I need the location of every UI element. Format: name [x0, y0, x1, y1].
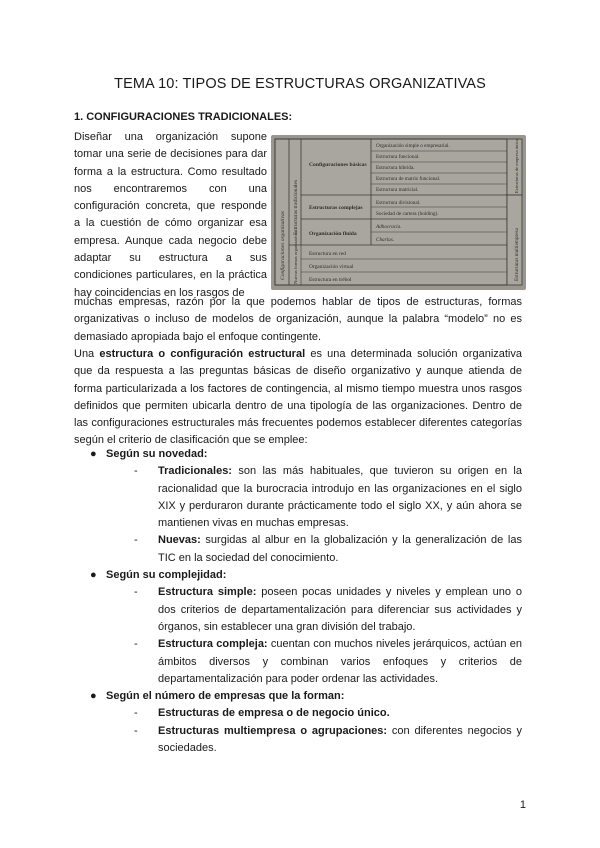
- list-item-term: Estructura simple:: [158, 586, 257, 599]
- dash-icon: -: [134, 465, 138, 478]
- group-new-label: Nuevas formas organizativas: [293, 230, 298, 284]
- list-item: [134, 463, 522, 532]
- list-item: [134, 584, 522, 636]
- list-label-complejidad: Según su complejidad:: [106, 569, 227, 582]
- list-item-text: poseen pocas unidades y niveles y emplean uno o dos criterios de departamentalización para diferenciar sus actividades y órganos, sin establecer una gran división del trabajo.: [158, 586, 522, 633]
- right-multi-label: Estructuras multiempresa: [514, 228, 520, 281]
- figure-diagram: [271, 135, 526, 290]
- list-item-term: Estructura compleja:: [158, 638, 268, 651]
- list-item-text: surgidas al albur en la globalización y la generalización de las TIC en la sociedad del conocimiento.: [158, 534, 522, 564]
- sublist-complejidad: [106, 584, 522, 688]
- dash-icon: -: [134, 724, 138, 737]
- page-number: 1: [519, 799, 526, 811]
- list-item-text: con diferentes negocios y sociedades.: [158, 724, 522, 755]
- classification-list: [90, 446, 522, 757]
- complex-label: Estructuras complejas: [309, 205, 363, 211]
- para2-rest: es una determinada solución organizativa que da respuesta a las preguntas básicas de diseño organizativo y aunque atienda de forma particularizada a los factores de contingencia, al mismo tiempo muestra unos rasgos definidos que permiten ubicarla dentro de una tipología de las organizaciones. Dentro de las configuraciones estructurales más frecuentes podemos establecer diferentes categorías según el criterio de clasificación que se emplee:: [74, 348, 522, 447]
- bullet-icon: ●: [90, 448, 97, 460]
- basic-item-5: Estructura matricial.: [376, 187, 419, 193]
- dash-icon: -: [134, 707, 138, 720]
- virtual-label: Organización virtual: [309, 264, 354, 270]
- basic-item-2: Estructura funcional.: [376, 154, 420, 160]
- list-item-term: Estructuras multiempresa o agrupaciones:: [158, 724, 388, 737]
- sublist-numero-empresas: [106, 705, 522, 757]
- group-traditional-label: Estructuras tradicionales: [293, 179, 299, 235]
- list-item-term: Nuevas:: [158, 534, 201, 547]
- basic-config-label: Configuraciones básicas: [309, 162, 367, 168]
- list-item-term: Estructuras de empresa o de negocio único.: [158, 707, 390, 720]
- basic-item-1: Organización simple o empresarial.: [376, 143, 450, 149]
- outer-label: Configuraciones organizativas: [280, 211, 286, 280]
- list-label-novedad: Según su novedad:: [106, 448, 208, 460]
- dash-icon: -: [134, 638, 138, 651]
- list-item-novedad: [90, 446, 522, 567]
- list-item: [134, 723, 522, 758]
- structure-definition-paragraph: [74, 346, 522, 450]
- fluid-item-2: Charlas.: [376, 237, 395, 243]
- dash-icon: -: [134, 586, 138, 599]
- list-label-numero-empresas: Según el número de empresas que la forman:: [106, 690, 345, 703]
- list-item-numero-empresas: [90, 688, 522, 757]
- bullet-icon: ●: [90, 569, 97, 582]
- fluid-item-1: Adhocracia.: [376, 224, 402, 230]
- basic-item-4: Estructura de matriz funcional.: [376, 176, 441, 182]
- para2-term: estructura o configuración estructural: [99, 348, 306, 360]
- dash-icon: -: [134, 534, 138, 547]
- list-item-text: son las más habituales, que tuvieron su origen en la racionalidad que la burocracia introdujo en las organizaciones en el siglo XIX y perduraron durante prácticamente todo el siglo XX, y aún ahora se mantienen vivas en muchas empresas.: [158, 465, 522, 530]
- list-item: [134, 705, 522, 722]
- para2-prefix: Una: [74, 348, 100, 360]
- bullet-icon: ●: [90, 690, 97, 703]
- right-single-label: Estructuras de empresa única: [514, 139, 519, 193]
- sublist-novedad: [106, 463, 522, 567]
- page-title: TEMA 10: TIPOS DE ESTRUCTURAS ORGANIZATIVAS: [114, 76, 486, 92]
- organizational-structures-figure: [271, 135, 526, 290]
- list-item: [134, 636, 522, 688]
- fluid-label: Organización fluida: [309, 231, 357, 237]
- intro-paragraph-full: muchas empresas, razón por la que podemos hablar de tipos de estructuras, formas organizativas o incluso de modelos de organización, aunque la palabra “modelo” no es demasiado apropiada bajo el enfoque contingente.: [74, 296, 522, 343]
- complex-item-2: Sociedad de cartera (holding).: [376, 211, 439, 217]
- intro-paragraph-wrapped: Diseñar una organización supone tomar una serie de decisiones para dar forma a la estructura. Como resultado nos encontraremos con una configuración concreta, que responde a la cuestión de cómo organizar esa empresa. Aunque cada negocio debe adaptar su estructura a sus condiciones particulares, en la práctica hay coincidencias en los rasgos de: [74, 131, 267, 299]
- list-item-term: Tradicionales:: [158, 465, 232, 478]
- complex-item-1: Estructura divisional.: [376, 200, 421, 206]
- section-heading: 1. CONFIGURACIONES TRADICIONALES:: [74, 111, 293, 123]
- trebol-label: Estructura en trébol: [309, 277, 352, 283]
- list-item-text: cuentan con muchos niveles jerárquicos, actúan en ámbitos diversos y combinan varios enfoques y criterios de departamentalización para poder ordenar las actividades.: [158, 638, 523, 685]
- list-item: [134, 532, 522, 567]
- list-item-complejidad: [90, 567, 522, 688]
- network-label: Estructura en red: [309, 251, 346, 257]
- basic-item-3: Estructura híbrida.: [376, 165, 415, 171]
